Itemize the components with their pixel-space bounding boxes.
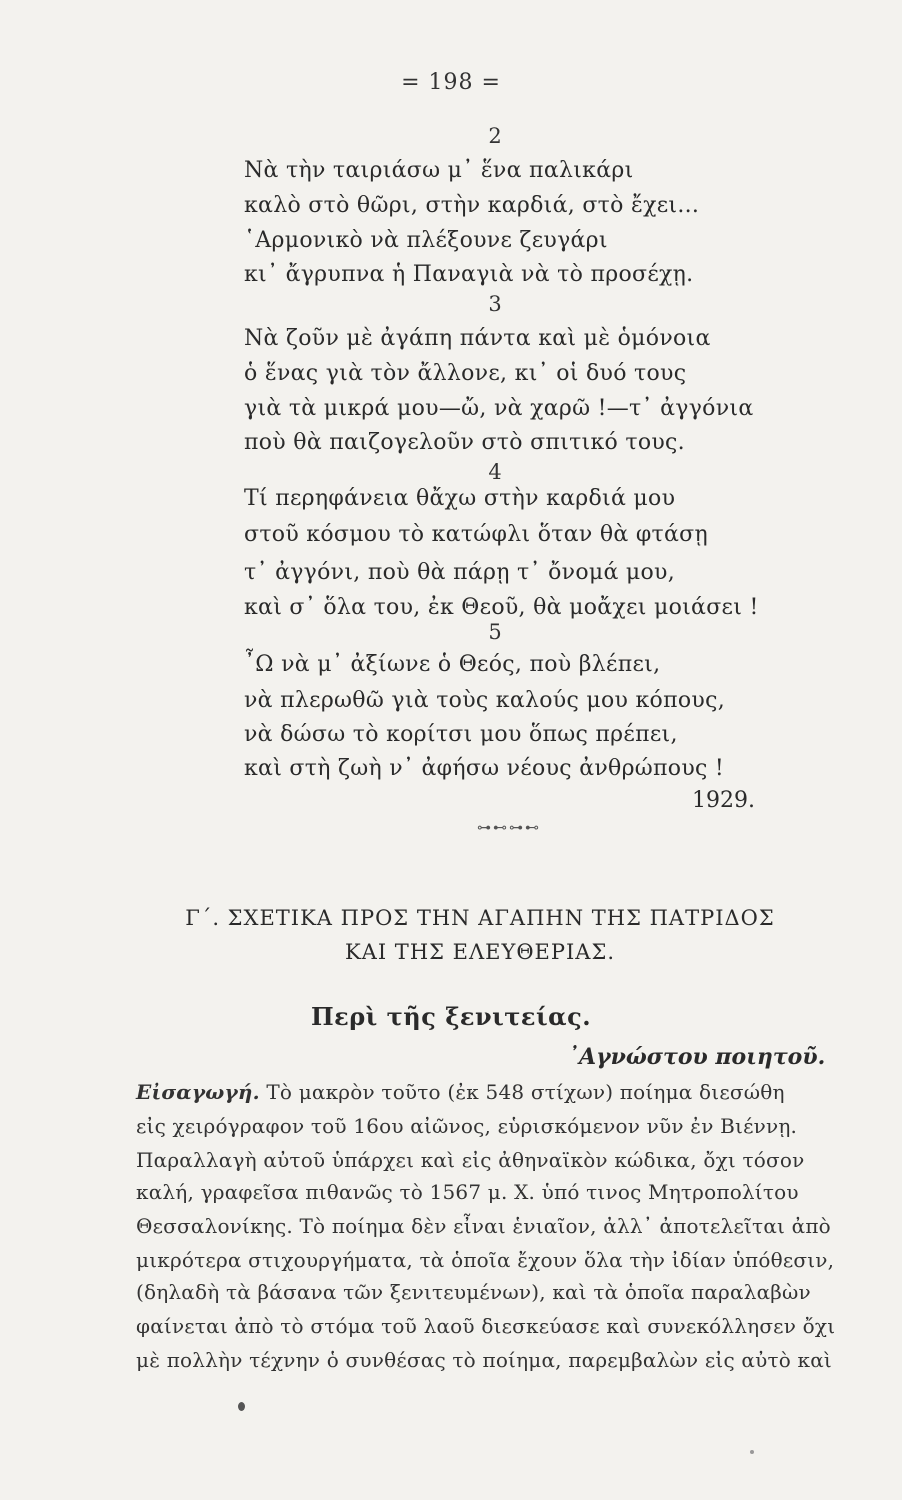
- verse-line: ποὺ θὰ παιζογελοῦν στὸ σπιτικό τους.: [244, 430, 685, 455]
- verse-line: Νὰ ζοῦν μὲ ἀγάπη πάντα καὶ μὲ ὁμόνοια: [244, 326, 711, 351]
- intro-line: μὲ πολλὴν τέχνην ὁ συνθέσας τὸ ποίημα, παρεμβαλὼν εἰς αὐτὸ καὶ: [136, 1348, 832, 1372]
- verse-line: γιὰ τὰ μικρά μου—ὤ, νὰ χαρῶ !—τ᾽ ἀγγόνια: [244, 396, 754, 421]
- intro-line: Παραλλαγὴ αὐτοῦ ὑπάρχει καὶ εἰς ἀθηναϊκὸν κώδικα, ὄχι τόσον: [136, 1148, 805, 1172]
- intro-line: μικρότερα στιχουργήματα, τὰ ὁποῖα ἔχουν ὅλα τὴν ἰδίαν ὑπόθεσιν,: [136, 1248, 835, 1272]
- verse-line: στοῦ κόσμου τὸ κατώφλι ὅταν θὰ φτάσῃ: [244, 522, 708, 547]
- section-heading: Γ΄. ΣΧΕΤΙΚΑ ΠΡΟΣ ΤΗΝ ΑΓΑΠΗΝ ΤΗΣ ΠΑΤΡΙΔΟΣ: [185, 906, 775, 930]
- intro-line: καλή, γραφεῖσα πιθανῶς τὸ 1567 μ. Χ. ὑπό τινος Μητροπολίτου: [136, 1180, 799, 1204]
- verse-line: ῏Ω νὰ μ᾽ ἀξίωνε ὁ Θεός, ποὺ βλέπει,: [244, 652, 661, 677]
- verse-line: ῾Αρμονικὸ νὰ πλέξουνε ζευγάρι: [244, 228, 608, 253]
- ink-blot: [238, 1402, 245, 1411]
- intro-line: φαίνεται ἀπὸ τὸ στόμα τοῦ λαοῦ διεσκεύασε καὶ συνεκόλλησεν ὄχι: [136, 1314, 836, 1338]
- verse-line: ὁ ἕνας γιὰ τὸν ἄλλονε, κι᾽ οἱ δυό τους: [244, 361, 687, 386]
- verse-line: καὶ στὴ ζωὴ ν᾽ ἀφήσω νέους ἀνθρώπους !: [244, 756, 725, 781]
- intro-lead: Εἰσαγωγή.: [136, 1080, 260, 1104]
- ink-speck: [750, 1450, 754, 1454]
- verse-line: νὰ πλερωθῶ γιὰ τοὺς καλούς μου κόπους,: [244, 688, 725, 713]
- stanza-number: 3: [488, 292, 502, 316]
- stanza-number: 2: [488, 124, 502, 148]
- verse-line: τ᾽ ἀγγόνι, ποὺ θὰ πάρῃ τ᾽ ὄνομά μου,: [244, 560, 676, 585]
- intro-line: [136, 1080, 864, 1104]
- intro-line: (δηλαδὴ τὰ βάσανα τῶν ξενιτευμένων), καὶ τὰ ὁποῖα παραλαβὼν: [136, 1280, 811, 1304]
- intro-text: Τὸ μακρὸν τοῦτο (ἐκ 548 στίχων) ποίημα διεσώθη: [259, 1080, 785, 1104]
- verse-line: Νὰ τὴν ταιριάσω μ᾽ ἕνα παλικάρι: [244, 158, 634, 183]
- poem-year: 1929.: [692, 788, 755, 813]
- intro-line: εἰς χειρόγραφον τοῦ 16ου αἰῶνος, εὑρισκόμενον νῦν ἐν Βιέννῃ.: [136, 1114, 798, 1138]
- intro-line: Θεσσαλονίκης. Τὸ ποίημα δὲν εἶναι ἑνιαῖον, ἀλλ᾽ ἀποτελεῖται ἀπὸ: [136, 1214, 831, 1238]
- verse-line: καλὸ στὸ θῶρι, στὴν καρδιά, στὸ ἔχει...: [244, 193, 700, 218]
- author-attribution: ᾽Αγνώστου ποιητοῦ.: [568, 1044, 826, 1070]
- verse-line: Τί περηφάνεια θἄχω στὴν καρδιά μου: [244, 486, 676, 511]
- page-number: = 198 =: [401, 70, 501, 95]
- verse-line: κι᾽ ἄγρυπνα ἡ Παναγιὰ νὰ τὸ προσέχῃ.: [244, 262, 694, 287]
- stanza-number: 5: [488, 620, 502, 644]
- section-heading-line2: ΚΑΙ ΤΗΣ ΕΛΕΥΘΕΡΙΑΣ.: [344, 940, 615, 964]
- poem-title: Περὶ τῆς ξενιτείας.: [310, 1002, 592, 1031]
- verse-line: καὶ σ᾽ ὅλα του, ἐκ Θεοῦ, θὰ μοἄχει μοιάσει !: [244, 595, 759, 620]
- ornament-divider: ⊶⊷⊶⊷: [477, 820, 541, 836]
- stanza-number: 4: [488, 460, 502, 484]
- verse-line: νὰ δώσω τὸ κορίτσι μου ὅπως πρέπει,: [244, 722, 678, 747]
